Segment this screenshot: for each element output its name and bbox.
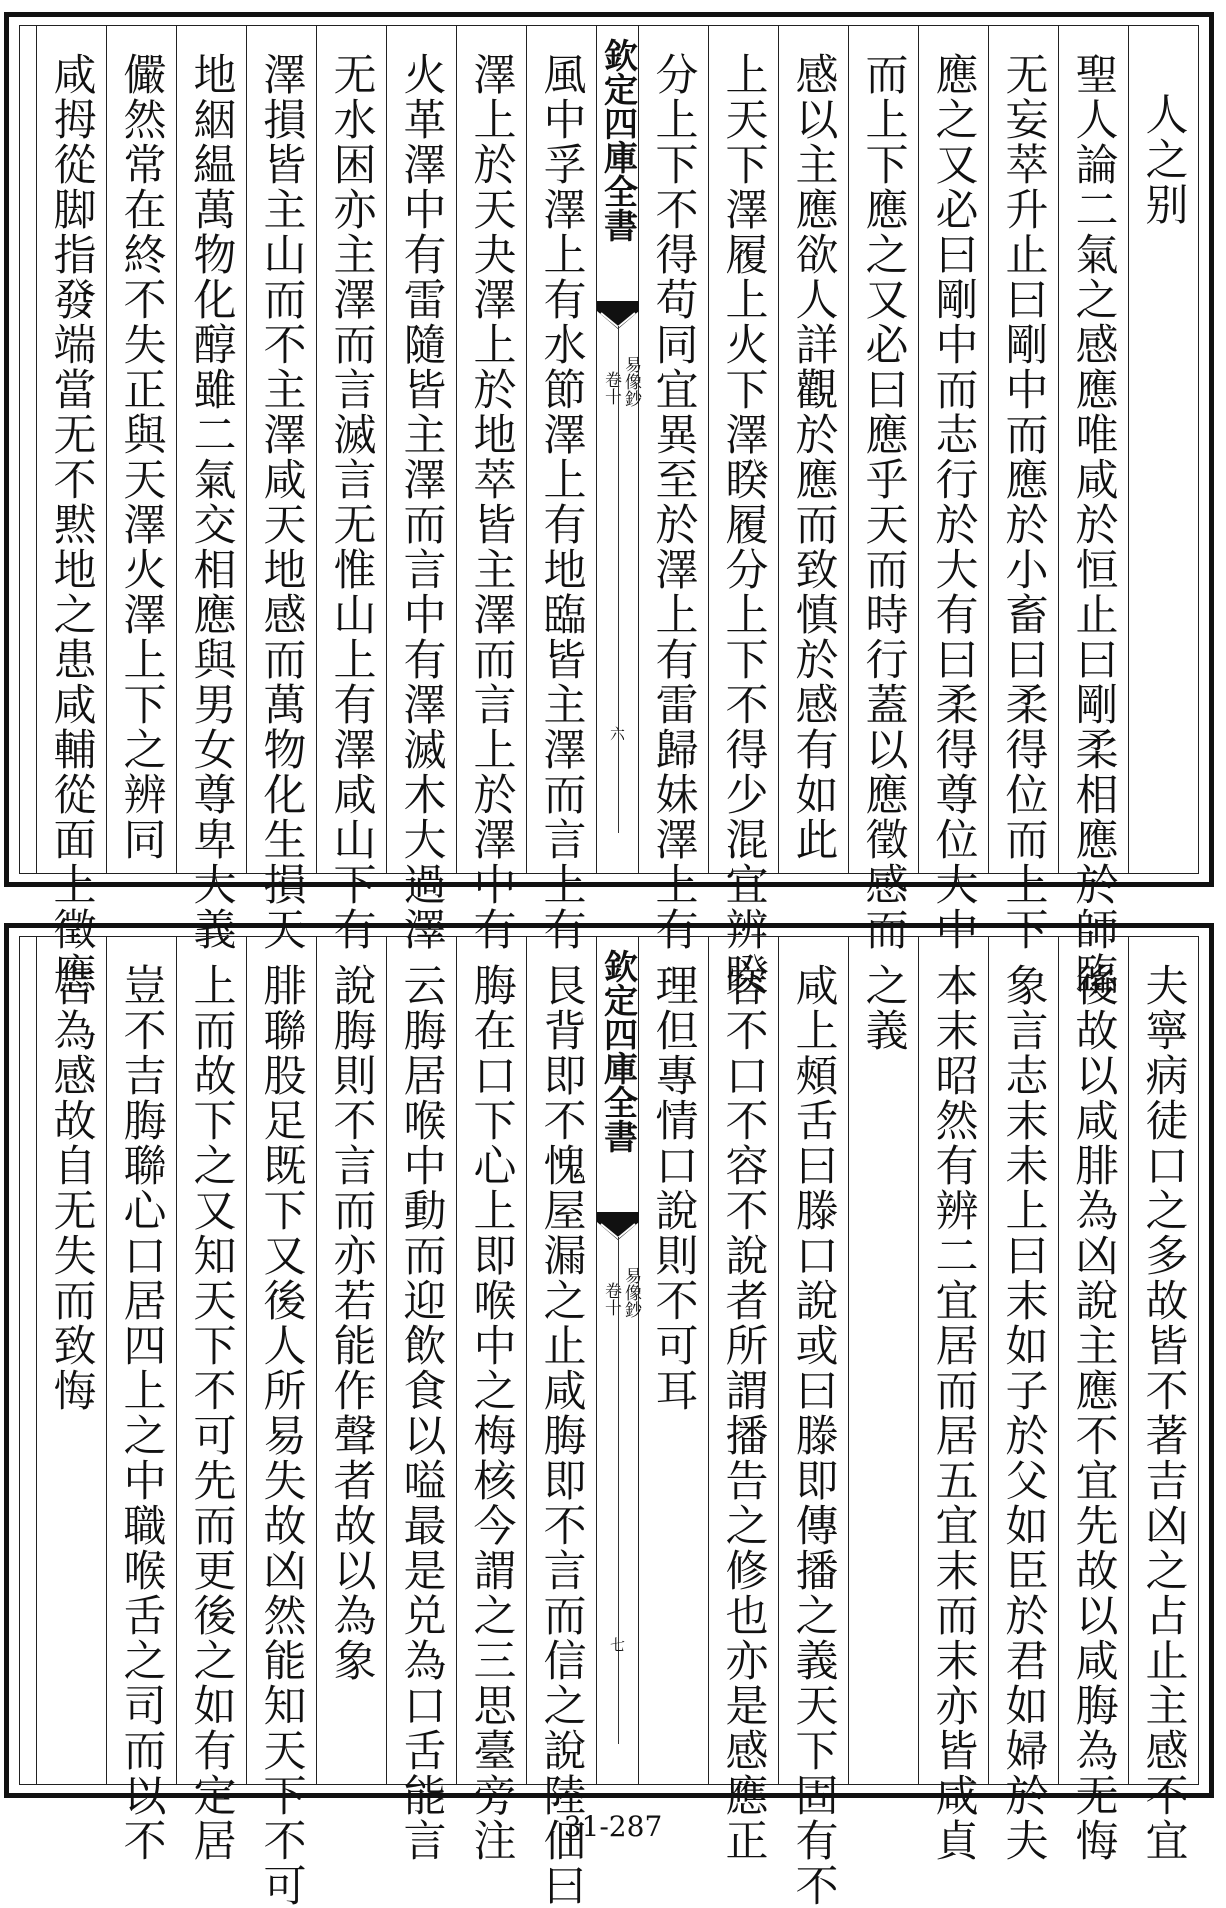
text-column: 火革澤中有雷隨皆主澤而言中有澤滅木大過澤 xyxy=(386,26,456,873)
text-column: 无妄萃升止曰剛中而應於小畜曰柔得位而上下 xyxy=(988,26,1058,873)
text-column: 地絪緼萬物化醇雖二氣交相應與男女尊卑大義 xyxy=(176,26,246,873)
series-title: 欽定四庫全書 xyxy=(597,38,638,242)
text-column: 腓聯股足既下又後人所易失故凶然能知天下不可 xyxy=(246,937,316,1784)
center-spine xyxy=(596,26,641,873)
upper-page-frame xyxy=(19,25,1199,997)
text-column: 後故以咸腓為凶說主應不宜先故以咸脢為无悔 xyxy=(1058,937,1128,1784)
volume-label: 卷十 xyxy=(601,1282,621,1316)
text-column: 理但專情口說則不可耳 xyxy=(638,937,708,1784)
volume-label: 卷十 xyxy=(601,371,621,405)
text-column: 上天下澤履上火下澤睽履分上下不得少混宜辨睽 xyxy=(708,26,778,873)
text-column: 應之又必曰剛中而志行於大有曰柔得尊位大中 xyxy=(918,26,988,873)
text-column: 感以主應欲人詳觀於應而致慎於感有如此 xyxy=(778,26,848,873)
text-column: 夫寧病徒口之多故皆不著吉凶之占止主感不宜 xyxy=(1128,937,1198,1784)
text-column: 分上下不得苟同宜異至於澤上有雷歸妹澤上有 xyxy=(638,26,708,873)
text-column: 儼然常在終不失正與天澤火澤上下之辨同 xyxy=(106,26,176,873)
text-column: 澤損皆主山而不主澤咸天地感而萬物化生損天 xyxy=(246,26,316,873)
series-title: 欽定四庫全書 xyxy=(597,949,638,1153)
text-column: 艮背即不愧屋漏之止咸脢即不言而信之說陸佃曰 xyxy=(526,937,596,1784)
text-column: 脢在口下心上即喉中之梅核今謂之三思臺旁注 xyxy=(456,937,526,1784)
text-column: 象言志末未上曰末如子於父如臣於君如婦於夫 xyxy=(988,937,1058,1784)
text-column: 風中孚澤上有水節澤上有地臨皆主澤而言上有 xyxy=(526,26,596,873)
text-column: 咸拇從脚指發端當无不黙地之患咸輔從面上徵應 xyxy=(36,26,106,873)
folio-number: 六 xyxy=(608,726,626,741)
text-column: 說脢則不言而亦若能作聲者故以為象 xyxy=(316,937,386,1784)
text-column: 澤上於天夬澤上於地萃皆主澤而言上於澤中有 xyxy=(456,26,526,873)
text-column: 咸上頰舌曰滕口說或曰滕即傳播之義天下固有不 xyxy=(778,937,848,1784)
folio-number: 七 xyxy=(608,1637,626,1652)
book-title: 易像鈔 xyxy=(621,356,641,407)
upper-page xyxy=(4,12,1214,997)
text-column: 无水困亦主澤而言滅言无惟山上有澤咸山下有 xyxy=(316,26,386,873)
text-column: 本末昭然有辨二宜居而居五宜末而末亦皆咸貞 xyxy=(918,937,988,1784)
text-column: 聖人論二氣之感應唯咸於恒止曰剛柔相應於師臨 xyxy=(1058,26,1128,873)
text-column: 言為感故自无失而致悔 xyxy=(36,937,106,1784)
book-title: 易像鈔 xyxy=(621,1267,641,1318)
text-column: 豈不吉脢聯心口居四上之中職喉舌之司而以不 xyxy=(106,937,176,1784)
text-column: 容不口不容不說者所謂播告之修也亦是感應正 xyxy=(708,937,778,1784)
center-spine xyxy=(596,937,641,1784)
page-number: 31-287 xyxy=(563,1810,663,1843)
text-column: 云脢居喉中動而迎飲食以嗌最是兑為口舌能言 xyxy=(386,937,456,1784)
spine-line xyxy=(618,1237,619,1744)
text-column: 上而故下之又知天下不可先而更後之如有定居 xyxy=(176,937,246,1784)
text-column: 而上下應之又必曰應乎天而時行蓋以應徵感而 xyxy=(848,26,918,873)
text-column: 人之别 xyxy=(1128,26,1198,873)
text-column: 之義 xyxy=(848,937,918,1784)
spine-line xyxy=(618,326,619,833)
